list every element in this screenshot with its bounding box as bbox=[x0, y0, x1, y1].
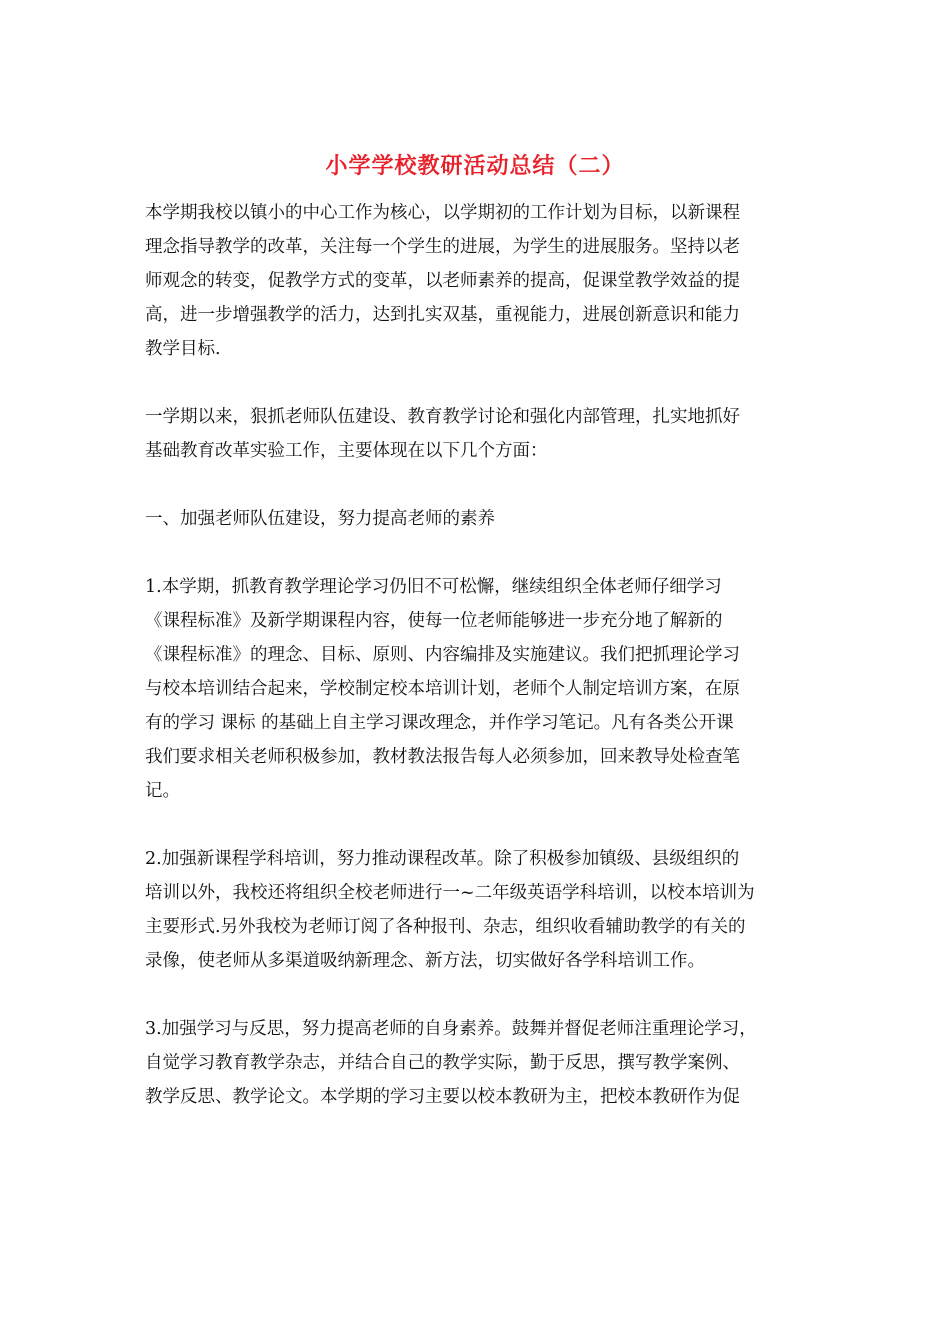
paragraph bbox=[145, 196, 810, 366]
text-line: 高，进一步增强教学的活力，达到扎实双基，重视能力，进展创新意识和能力 bbox=[145, 305, 740, 325]
text-line: 教学目标. bbox=[145, 339, 221, 359]
paragraph-gap bbox=[145, 808, 810, 842]
text-line: 理念指导教学的改革，关注每一个学生的进展，为学生的进展服务。坚持以老 bbox=[145, 237, 740, 257]
text-line: 记。 bbox=[145, 781, 180, 801]
text-line: 1.本学期，抓教育教学理论学习仍旧不可松懈，继续组织全体老师仔细学习 bbox=[145, 577, 722, 597]
text-line: 一、加强老师队伍建设，努力提高老师的素养 bbox=[145, 509, 495, 529]
paragraph bbox=[145, 842, 810, 978]
text-line: 《课程标准》的理念、目标、原则、内容编排及实施建议。我们把抓理论学习 bbox=[145, 645, 740, 665]
text-line: 3.加强学习与反思，努力提高老师的自身素养。鼓舞并督促老师注重理论学习， bbox=[145, 1019, 757, 1039]
text-line: 培训以外，我校还将组织全校老师进行一~二年级英语学科培训，以校本培训为 bbox=[145, 883, 755, 903]
document-title: 小学学校教研活动总结（二） bbox=[325, 153, 625, 179]
paragraph bbox=[145, 502, 810, 536]
text-line: 教学反思、教学论文。本学期的学习主要以校本教研为主，把校本教研作为促 bbox=[145, 1087, 740, 1107]
document-body bbox=[145, 196, 810, 1114]
paragraph bbox=[145, 570, 810, 808]
paragraph-gap bbox=[145, 366, 810, 400]
text-line: 2.加强新课程学科培训，努力推动课程改革。除了积极参加镇级、县级组织的 bbox=[145, 849, 740, 869]
paragraph bbox=[145, 1012, 810, 1114]
text-line: 我们要求相关老师积极参加，教材教法报告每人必须参加，回来教导处检查笔 bbox=[145, 747, 740, 767]
text-line: 《课程标准》及新学期课程内容，使每一位老师能够进一步充分地了解新的 bbox=[145, 611, 723, 631]
text-line: 一学期以来，狠抓老师队伍建设、教育教学讨论和强化内部管理，扎实地抓好 bbox=[145, 407, 740, 427]
text-line: 自觉学习教育教学杂志，并结合自己的教学实际，勤于反思，撰写教学案例、 bbox=[145, 1053, 740, 1073]
text-line: 有的学习 课标 的基础上自主学习课改理念，并作学习笔记。凡有各类公开课 bbox=[145, 713, 734, 733]
text-line: 师观念的转变，促教学方式的变革，以老师素养的提高，促课堂教学效益的提 bbox=[145, 271, 740, 291]
text-line: 基础教育改革实验工作，主要体现在以下几个方面： bbox=[145, 441, 548, 461]
text-line: 主要形式.另外我校为老师订阅了各种报刊、杂志，组织收看辅助教学的有关的 bbox=[145, 917, 746, 937]
text-line: 与校本培训结合起来，学校制定校本培训计划，老师个人制定培训方案，在原 bbox=[145, 679, 740, 699]
text-line: 本学期我校以镇小的中心工作为核心，以学期初的工作计划为目标，以新课程 bbox=[145, 203, 740, 223]
paragraph-gap bbox=[145, 468, 810, 502]
paragraph-gap bbox=[145, 978, 810, 1012]
text-line: 录像，使老师从多渠道吸纳新理念、新方法，切实做好各学科培训工作。 bbox=[145, 951, 705, 971]
paragraph bbox=[145, 400, 810, 468]
paragraph-gap bbox=[145, 536, 810, 570]
